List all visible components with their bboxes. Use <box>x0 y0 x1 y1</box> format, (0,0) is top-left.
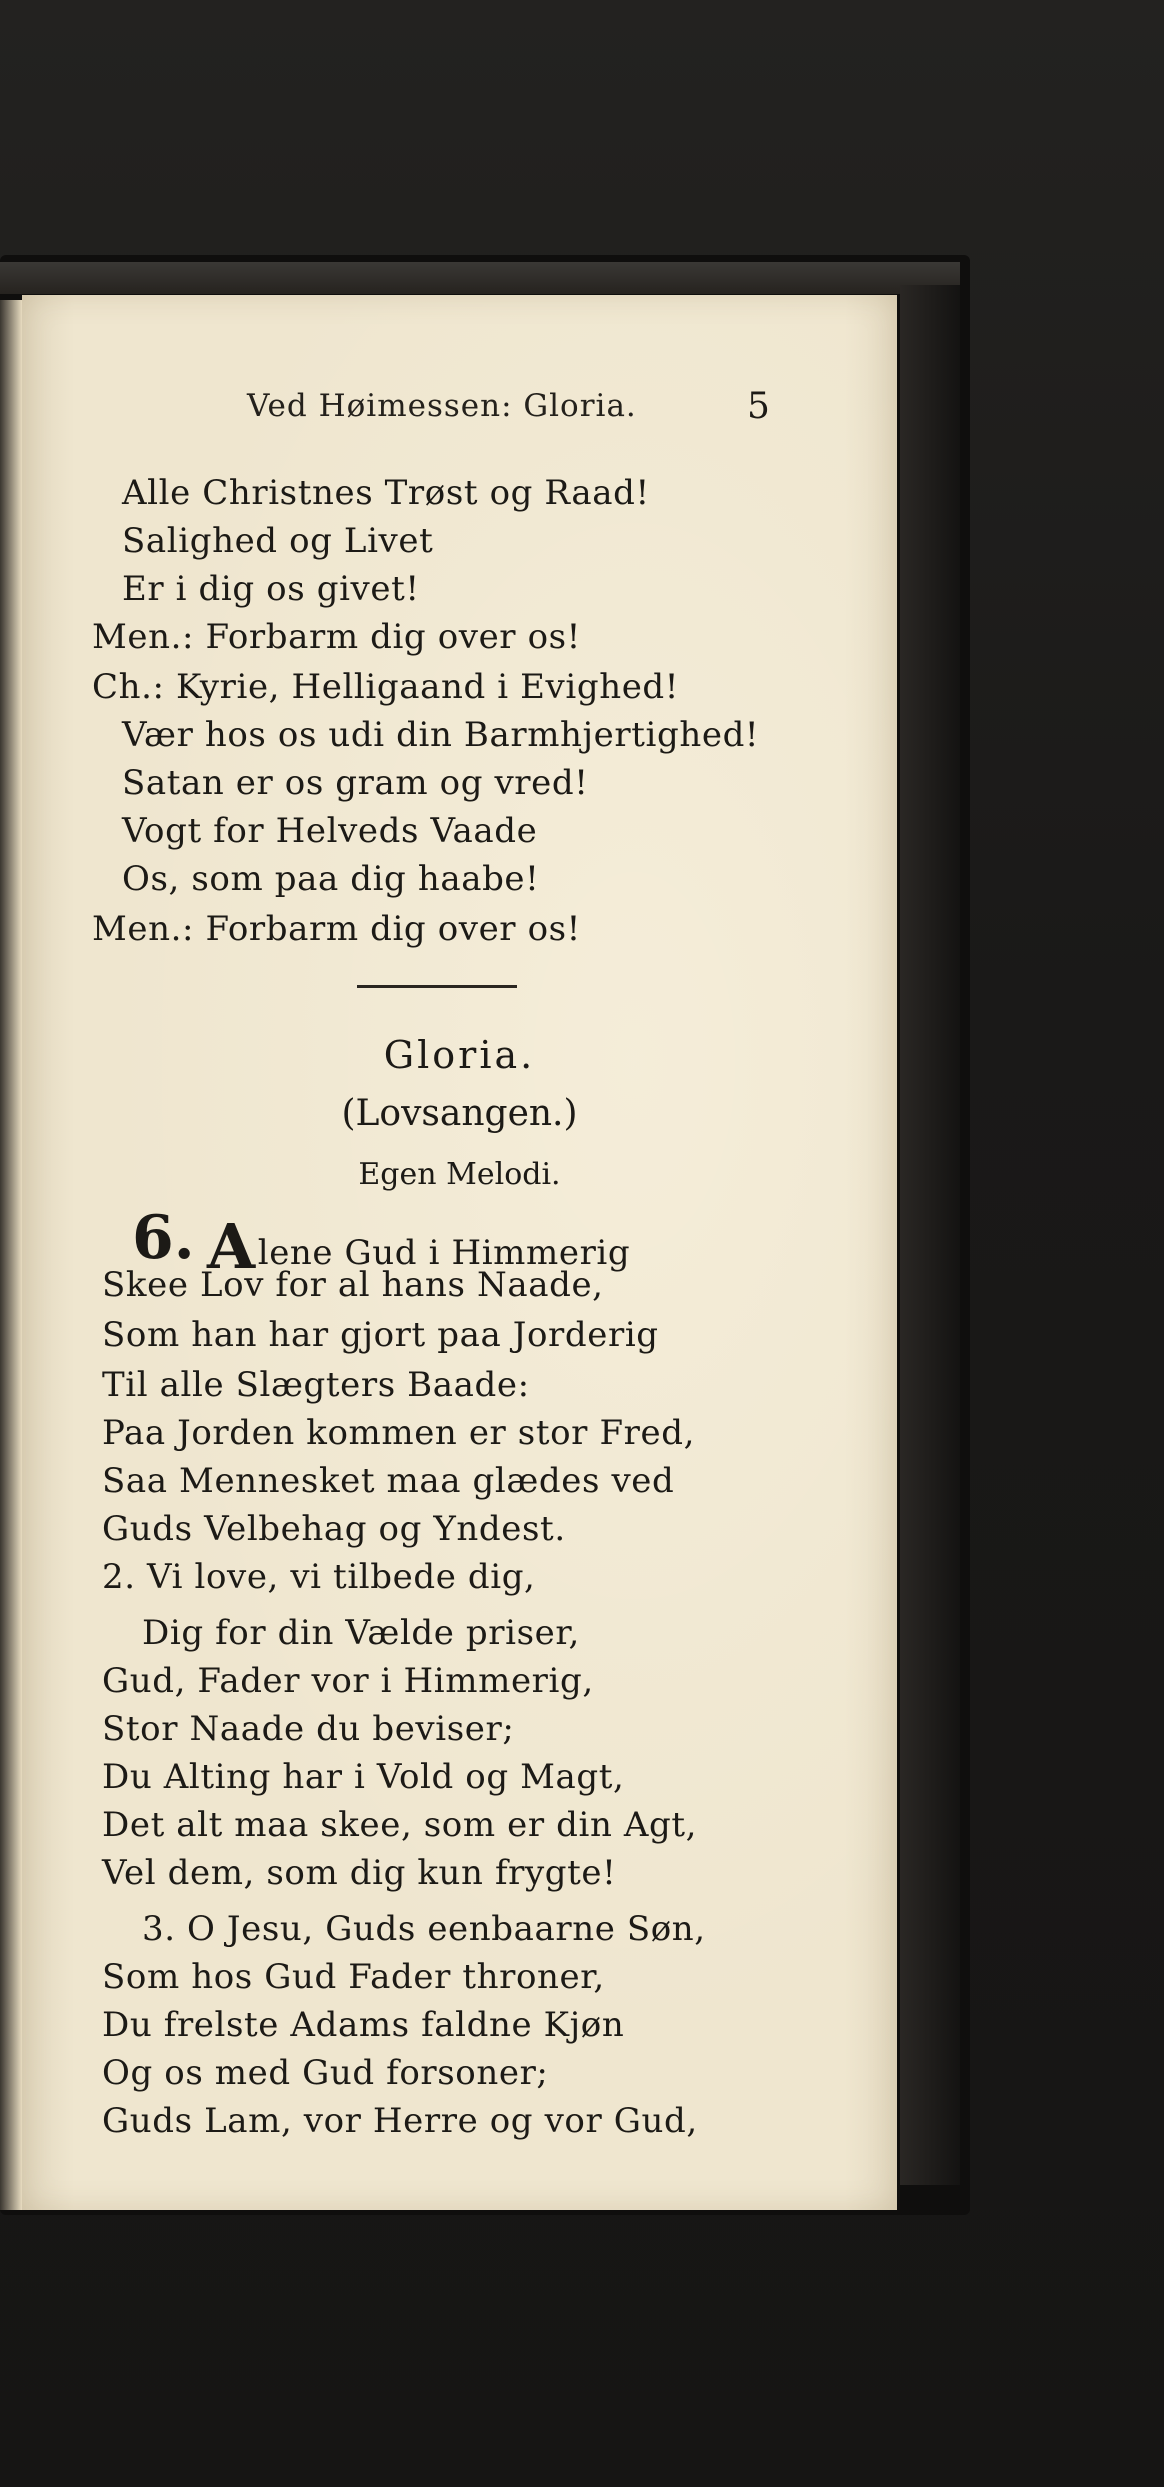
book-spine <box>900 285 960 2185</box>
book-page <box>22 295 897 2210</box>
hymn-line: 3. O Jesu, Guds eenbaarne Søn, <box>142 1909 706 1949</box>
book-cover-top-edge <box>0 262 960 294</box>
verse-line: Er i dig os givet! <box>122 569 420 609</box>
response-line: Men.: Forbarm dig over os! <box>92 617 581 657</box>
hymn-line: Guds Lam, vor Herre og vor Gud, <box>102 2101 698 2141</box>
hymn-line: Guds Velbehag og Yndest. <box>102 1509 566 1549</box>
hymn-line: Paa Jorden kommen er stor Fred, <box>102 1413 695 1453</box>
running-title: Ved Høimessen: Gloria. <box>247 388 637 424</box>
section-subtitle: (Lovsangen.) <box>341 1093 578 1134</box>
hymn-line: Og os med Gud forsoner; <box>102 2053 549 2093</box>
hymn-line: Saa Mennesket maa glædes ved <box>102 1461 675 1501</box>
hymn-line: Du Alting har i Vold og Magt, <box>102 1757 625 1797</box>
response-line: Men.: Forbarm dig over os! <box>92 909 581 949</box>
hymn-line: Gud, Fader vor i Himmerig, <box>102 1661 594 1701</box>
hymn-line: Dig for din Vælde priser, <box>142 1613 580 1653</box>
section-divider <box>357 985 517 988</box>
response-line: Ch.: Kyrie, Helligaand i Evighed! <box>92 667 680 707</box>
hymn-line: 2. Vi love, vi tilbede dig, <box>102 1557 536 1597</box>
hymn-line: Du frelste Adams faldne Kjøn <box>102 2005 625 2045</box>
verse-line: Alle Christnes Trøst og Raad! <box>122 473 650 513</box>
hymn-line: Til alle Slægters Baade: <box>102 1365 530 1405</box>
verse-line: Vogt for Helveds Vaade <box>122 811 538 851</box>
hymn-number: 6. <box>132 1203 195 1273</box>
running-head <box>22 388 897 428</box>
page-number: 5 <box>747 386 770 427</box>
hymn-line: Skee Lov for al hans Naade, <box>102 1265 604 1305</box>
hymn-line: Det alt maa skee, som er din Agt, <box>102 1805 698 1845</box>
verse-line: Satan er os gram og vred! <box>122 763 589 803</box>
verse-line: Os, som paa dig haabe! <box>122 859 540 899</box>
hymn-line: Som han har gjort paa Jorderig <box>102 1315 659 1355</box>
hymn-line: Som hos Gud Fader throner, <box>102 1957 605 1997</box>
verse-line: Vær hos os udi din Barmhjertighed! <box>122 715 760 755</box>
hymn-line: Stor Naade du beviser; <box>102 1709 515 1749</box>
page-gutter <box>0 300 22 2210</box>
section-title: Gloria. <box>383 1033 536 1077</box>
drop-cap: A <box>207 1210 256 1283</box>
first-line-text: lene Gud i Himmerig <box>257 1233 631 1273</box>
verse-line: Salighed og Livet <box>122 521 434 561</box>
hymn-line: Vel dem, som dig kun frygte! <box>102 1853 617 1893</box>
melody-note: Egen Melodi. <box>358 1157 561 1192</box>
